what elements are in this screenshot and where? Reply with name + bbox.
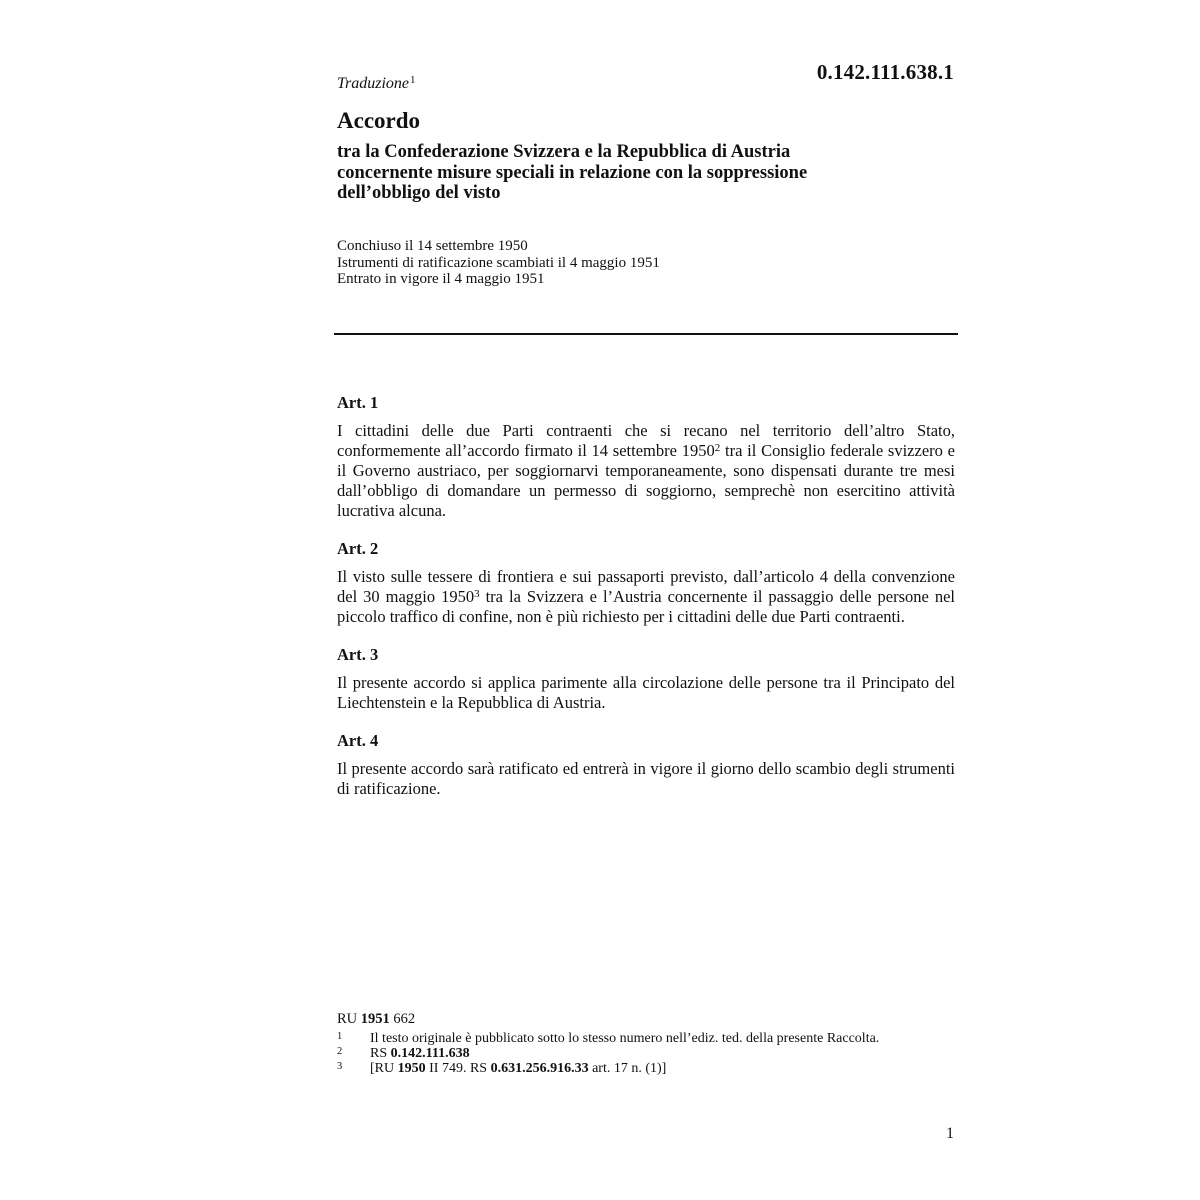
translation-label-text: Traduzione: [337, 75, 410, 92]
footnote-text-part: art. 17 n. (1)]: [588, 1061, 667, 1076]
article-text: tra la Svizzera e l’Austria concernente il passaggio delle persone nel piccolo traffico di confine, non è più richiesto per i cittadini delle due Parti contraenti.: [337, 587, 955, 626]
article-text: tra il Consiglio federale svizzero e il Governo austriaco, per soggiornarvi temporaneamente, sono dispensati durante tre mesi dall’obbligo di domandare un permesso di soggiorno, semprechè non esercitino attività lucrativa alcuna.: [337, 441, 955, 520]
document-subtitle: [337, 142, 897, 204]
articles-section: [337, 393, 955, 817]
article-text: Il visto sulle tessere di frontiera e sui passaporti previsto, dall’articolo 4 della convenzione del 30 maggio 1950: [337, 567, 955, 606]
footnote-year: 1950: [397, 1061, 426, 1076]
footnote-3: [337, 1061, 937, 1076]
page-number: 1: [946, 1125, 954, 1142]
article-body: [337, 567, 955, 627]
subtitle-line: dell’obbligo del visto: [337, 183, 501, 203]
footnote-2: [337, 1046, 937, 1061]
footnote-text: [370, 1031, 910, 1046]
footnote-ref[interactable]: 1: [410, 74, 416, 86]
article-heading: Art. 2: [337, 539, 379, 558]
footnote-1: [337, 1031, 937, 1046]
footnote-text: [370, 1061, 910, 1076]
subtitle-line: concernente misure speciali in relazione con la soppressione: [337, 162, 808, 183]
document-dates: [337, 238, 660, 288]
footnote-ref[interactable]: 3: [474, 588, 480, 600]
source-reference: [337, 1012, 937, 1027]
footnote-text-part: II 749. RS: [425, 1061, 491, 1076]
article-heading: Art. 4: [337, 731, 379, 750]
article-body: [337, 673, 955, 713]
article-1: [337, 393, 955, 521]
footnote-reference-number[interactable]: 0.631.256.916.33: [490, 1061, 589, 1076]
source-ref-page: 662: [389, 1011, 416, 1027]
footnote-number: 3: [337, 1061, 343, 1072]
footnote-text-part: Il testo originale è pubblicato sotto lo stesso numero nell’ediz. ted. della presente Raccolta.: [370, 1031, 880, 1046]
footnote-reference-number[interactable]: 0.142.111.638: [390, 1046, 470, 1061]
article-4: [337, 731, 955, 799]
footnote-text: [370, 1046, 910, 1061]
article-3: [337, 645, 955, 713]
footnote-ref[interactable]: 2: [714, 442, 721, 454]
source-ref-prefix: RU: [337, 1011, 361, 1027]
article-text: I cittadini delle due Parti contraenti che si recano nel territorio dell’altro Stato, conformemente all’accordo firmato il 14 settembre 1950: [337, 421, 955, 460]
article-body: [337, 759, 955, 799]
source-ref-year: 1951: [360, 1011, 390, 1027]
subtitle-line: tra la Confederazione Svizzera e la Repubblica di Austria: [337, 142, 791, 162]
footnotes-section: [337, 1012, 937, 1076]
footnote-number: 1: [337, 1031, 343, 1042]
article-text: Il presente accordo sarà ratificato ed entrerà in vigore il giorno dello scambio degli strumenti di ratificazione.: [337, 759, 955, 798]
article-heading: Art. 1: [337, 393, 379, 412]
date-entry-into-force: Entrato in vigore il 4 maggio 1951: [337, 271, 545, 287]
translation-label: [337, 74, 416, 93]
footnote-text-part: [RU: [370, 1061, 398, 1076]
date-concluded: Conchiuso il 14 settembre 1950: [337, 238, 528, 254]
article-2: [337, 539, 955, 627]
article-text: Il presente accordo si applica parimente alla circolazione delle persone tra il Principato del Liechtenstein e la Repubblica di Austria.: [337, 673, 955, 712]
horizontal-rule: [334, 333, 958, 335]
date-ratification: Istrumenti di ratificazione scambiati il 4 maggio 1951: [337, 254, 660, 271]
article-body: [337, 421, 955, 521]
article-heading: Art. 3: [337, 645, 379, 664]
footnote-text-part: RS: [370, 1046, 391, 1061]
sr-number: 0.142.111.638.1: [816, 60, 954, 84]
document-title: Accordo: [337, 108, 421, 133]
footnote-number: 2: [337, 1046, 343, 1057]
